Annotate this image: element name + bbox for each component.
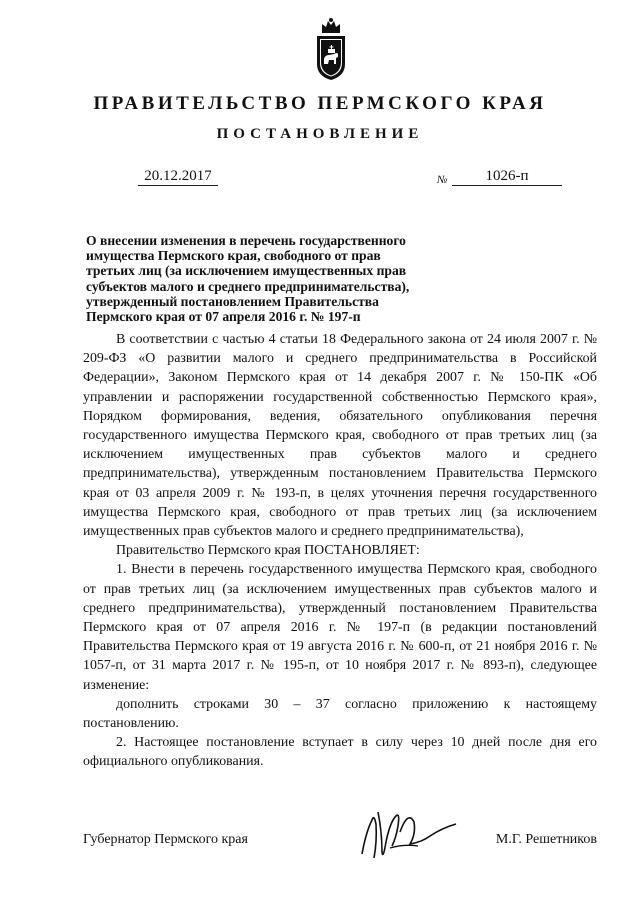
paragraph-preamble: В соответствии с частью 4 статьи 18 Федерального закона от 24 июля 2007 г. № 209-ФЗ «О развитии малого и среднего предпринимательства в Российской Федерации», Законом Пермского края от 14 декабря 2007 г. № 150-ПК «Об управлении и распоряжении государственной собственностью Пермского края», Порядком формирования, ведения, обязательного опубликования перечня государственного имущества Пермского края, свободного от прав третьих лиц (за исключением имущественных прав субъектов малого и среднего предпринимательства), утвержденным постановлением Правительства Пермского края от 03 апреля 2009 г. № 193-п, в целях уточнения перечня государственного имущества Пермского края, свободного от прав третьих лиц (за исключением имущественных прав субъектов малого и среднего предпринимательства),: [83, 332, 597, 540]
document-date: 20.12.2017: [138, 168, 218, 186]
signatory-name: М.Г. Решетников: [495, 832, 597, 847]
subject-line: субъектов малого и среднего предпринимательства),: [86, 278, 410, 294]
document-subject: [86, 233, 466, 324]
government-title: ПРАВИТЕЛЬСТВО ПЕРМСКОГО КРАЯ: [93, 93, 547, 114]
document-type: ПОСТАНОВЛЕНИЕ: [216, 126, 424, 142]
paragraph-item-1: 1. Внести в перечень государственного имущества Пермского края, свободного от прав третьих лиц (за исключением имущественных прав субъектов малого и среднего предпринимательства), утвержденный постановлением Правительства Пермского края от 07 апреля 2016 г. № 197-п (в редакции постановлений Правительства Пермского края от 19 августа 2016 г. № 600-п, от 21 ноября 2016 г. № 1057-п, от 31 марта 2017 г. № 195-п, от 10 ноября 2017 г. № 893-п), следующее изменение:: [83, 562, 597, 693]
paragraph-item-2: 2. Настоящее постановление вступает в силу через 10 дней после дня его официального опубликования.: [83, 735, 597, 770]
subject-line: третьих лиц (за исключением имущественных прав: [86, 263, 407, 279]
subject-line: утвержденный постановлением Правительства: [86, 293, 379, 309]
signature-block: [83, 832, 597, 854]
document-body: [83, 330, 597, 772]
subject-line: имущества Пермского края, свободного от прав: [86, 248, 381, 264]
paragraph-resolves: Правительство Пермского края ПОСТАНОВЛЯЕТ:: [116, 543, 420, 559]
number-sign: №: [437, 174, 448, 186]
signatory-position: Губернатор Пермского края: [83, 832, 248, 847]
paragraph-item-1-change: дополнить строками 30 – 37 согласно приложению к настоящему постановлению.: [83, 696, 597, 732]
document-number: 1026-п: [452, 168, 562, 186]
subject-line: Пермского края от 07 апреля 2016 г. № 197-п: [86, 309, 361, 325]
subject-line: О внесении изменения в перечень государственного: [86, 233, 406, 248]
coat-of-arms-icon: [314, 16, 348, 82]
